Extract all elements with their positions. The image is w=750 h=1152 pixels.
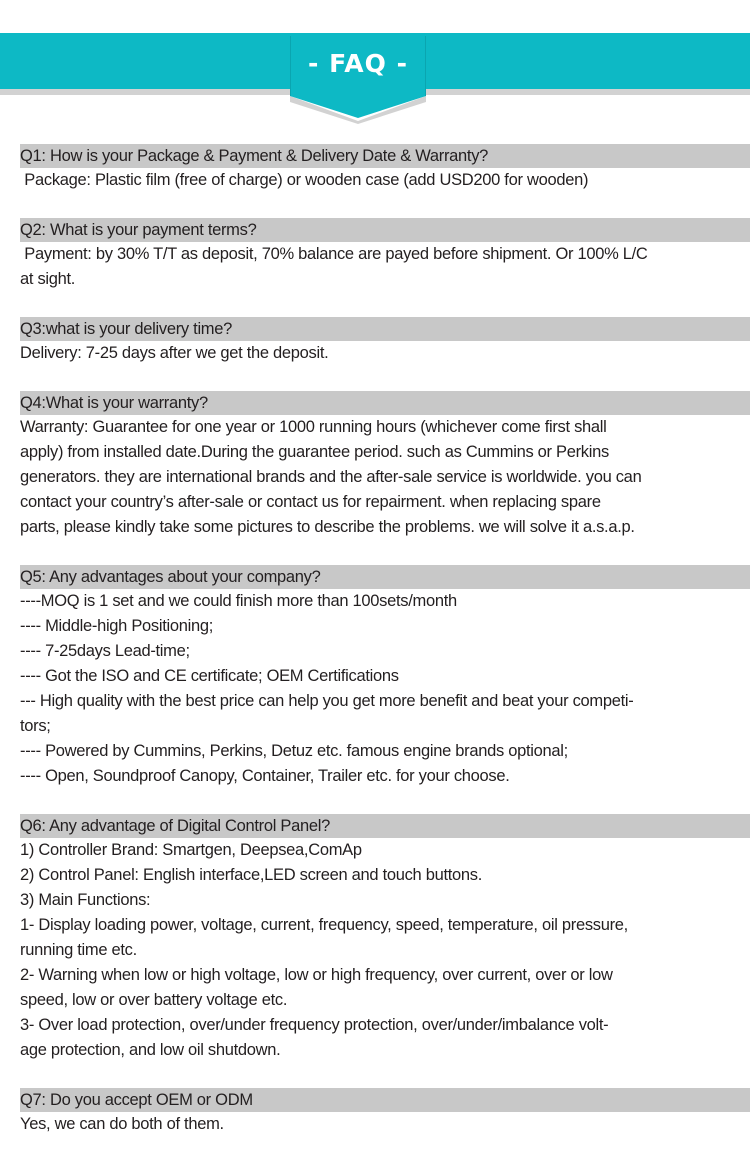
answer-line: ----MOQ is 1 set and we could finish more than 100sets/month [20, 592, 457, 610]
answer-line: contact your country’s after-sale or contact us for repairment. when replacing spare [20, 493, 601, 511]
answer-line: parts, please kindly take some pictures to describe the problems. we will solve it a.s.a.p. [20, 518, 635, 536]
faq-title: - FAQ - [308, 49, 408, 78]
faq-list [0, 144, 750, 1137]
answer-line: --- High quality with the best price can help you get more benefit and beat your competi- [20, 692, 634, 710]
faq-question: Q5: Any advantages about your company? [20, 565, 750, 589]
answer-line: at sight. [20, 270, 76, 288]
answer-line: running time etc. [20, 941, 137, 959]
faq-question: Q1: How is your Package & Payment & Delivery Date & Warranty? [20, 144, 750, 168]
answer-line: apply) from installed date.During the guarantee period. such as Cummins or Perkins [20, 443, 609, 461]
faq-answer [20, 589, 746, 789]
answer-line: 2) Control Panel: English interface,LED screen and touch buttons. [20, 866, 483, 884]
faq-question: Q3:what is your delivery time? [20, 317, 750, 341]
faq-item-q2 [0, 218, 750, 292]
faq-question: Q2: What is your payment terms? [20, 218, 750, 242]
answer-line: 3) Main Functions: [20, 891, 151, 909]
answer-line: ---- Middle-high Positioning; [20, 617, 214, 635]
answer-line: generators. they are international brands and the after-sale service is worldwide. you can [20, 468, 642, 486]
answer-line: ---- Open, Soundproof Canopy, Container, Trailer etc. for your choose. [20, 767, 510, 785]
answer-line: Yes, we can do both of them. [20, 1115, 224, 1133]
answer-line: speed, low or over battery voltage etc. [20, 991, 288, 1009]
faq-answer [20, 168, 746, 193]
faq-question: Q4:What is your warranty? [20, 391, 750, 415]
answer-line: ---- Powered by Cummins, Perkins, Detuz etc. famous engine brands optional; [20, 742, 568, 760]
answer-line: ---- Got the ISO and CE certificate; OEM Certifications [20, 667, 399, 685]
faq-answer [20, 415, 746, 540]
faq-item-q6 [0, 814, 750, 1063]
faq-question: Q6: Any advantage of Digital Control Panel? [20, 814, 750, 838]
answer-line: 1) Controller Brand: Smartgen, Deepsea,ComAp [20, 841, 362, 859]
faq-answer [20, 838, 746, 1063]
faq-question: Q7: Do you accept OEM or ODM [20, 1088, 750, 1112]
answer-line: Delivery: 7-25 days after we get the deposit. [20, 344, 329, 362]
answer-line: Warranty: Guarantee for one year or 1000 running hours (whichever come first shall [20, 418, 607, 436]
faq-answer [20, 341, 746, 366]
answer-line: tors; [20, 717, 51, 735]
faq-item-q5 [0, 565, 750, 789]
answer-line: ---- 7-25days Lead-time; [20, 642, 190, 660]
faq-item-q7 [0, 1088, 750, 1137]
answer-line: Package: Plastic film (free of charge) or wooden case (add USD200 for wooden) [20, 171, 589, 189]
faq-item-q1 [0, 144, 750, 193]
faq-answer [20, 1112, 746, 1137]
answer-line: 2- Warning when low or high voltage, low or high frequency, over current, over or low [20, 966, 613, 984]
answer-line: age protection, and low oil shutdown. [20, 1041, 281, 1059]
faq-item-q3 [0, 317, 750, 366]
faq-item-q4 [0, 391, 750, 540]
answer-line: Payment: by 30% T/T as deposit, 70% balance are payed before shipment. Or 100% L/C [20, 245, 648, 263]
answer-line: 1- Display loading power, voltage, current, frequency, speed, temperature, oil pressure, [20, 916, 628, 934]
faq-answer [20, 242, 746, 292]
answer-line: 3- Over load protection, over/under frequency protection, over/under/imbalance volt- [20, 1016, 609, 1034]
